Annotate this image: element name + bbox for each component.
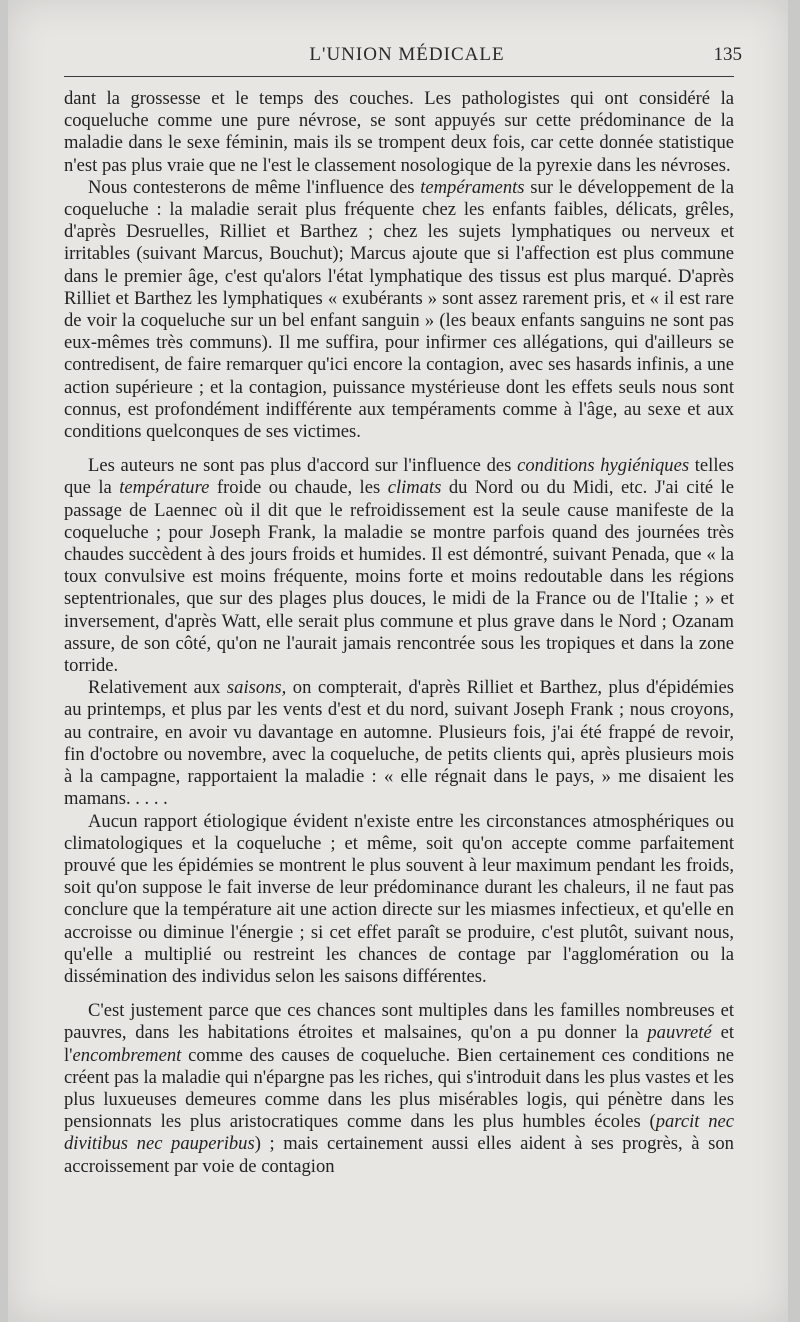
paragraph-6-text-c: et l' (64, 1022, 734, 1066)
paragraph-6-text-g: ) ; mais certainement aussi elles aident à ses progrès, à son accroissement par voie de contagion (64, 1133, 734, 1177)
italic-pauvrete: pauvreté (647, 1022, 712, 1044)
paragraph-1 (64, 88, 734, 177)
paragraph-3-text-c: telles que la (64, 455, 734, 499)
paragraph-3-text-g: du Nord ou du Midi, etc. J'ai cité le passage de Laennec où il dit que le refroidissement est la seule cause manifeste de la coqueluche ; pour Joseph Frank, la maladie se montre parfois quand des journées très chaudes succèdent à des jours froids et humides. Il est démontré, suivant Penada, que « la toux convulsive est moins fréquente, moins forte et moins redoutable dans les régions septentrionales, que sur des plages plus douces, le midi de la France ou de l'Italie ; » et inversement, d'après Watt, elle serait plus commune et plus grave dans le Nord ; Ozanam assure, de son côté, qu'on ne l'aurait jamais rencontrée sous les tropiques et dans la zone torride. (64, 477, 734, 677)
paragraph-5 (64, 811, 734, 989)
paragraph-4 (64, 677, 734, 810)
paragraph-4-text-a: Relativement aux (88, 677, 227, 699)
italic-latin-quote: parcit nec divitibus nec pauperibus (64, 1111, 735, 1155)
italic-saisons: saisons, (226, 677, 287, 699)
paragraph-3-text-a: Les auteurs ne sont pas plus d'accord sur l'influence des (88, 455, 518, 477)
page-number: 135 (713, 44, 742, 65)
italic-temperature: température (119, 477, 210, 499)
running-title: L'UNION MÉDICALE (309, 44, 505, 65)
italic-climats: climats (387, 477, 442, 499)
paragraph-2-text-a: Nous contesterons de même l'influence des (88, 176, 421, 198)
italic-temperaments: tempéraments (420, 176, 525, 198)
paragraph-2-text-c: sur le développement de la coqueluche : la maladie serait plus fréquente chez les enfants faibles, délicats, grêles, d'après Desruelles, Rilliet et Barthez ; chez les sujets lymphatiques ou nerveux et irritables (suivant Marcus, Bouchut); Marcus ajoute que si l'affection est plus commune dans le premier âge, c'est qu'alors l'état lymphatique des tissus est plus marqué. D'après Rilliet et Barthez les lymphatiques « exubérants » sont assez rarement pris, et « il est rare de voir la coqueluche sur un bel enfant sanguin » (les beaux enfants sanguins ne sont pas eux-mêmes très communs). Il me suffira, pour infirmer ces allégations, qui d'ailleurs se contredisent, de faire remarquer qu'ici encore la contagion, avec ses hasards infinis, a une action supérieure ; et la contagion, puissance mystérieuse dont les effets seuls nous sont connus, est profondément indifférente aux tempéraments comme à l'âge, au sexe et aux conditions quelconques de ses victimes. (64, 176, 734, 443)
header-rule (64, 76, 734, 77)
paragraph-1-text: dant la grossesse et le temps des couches. Les pathologistes qui ont considéré la coqueluche comme une pure névrose, se sont appuyés sur cette prédominance de la maladie dans le sexe féminin, mais ils se trompent deux fois, car cette donnée statistique n'est pas plus vraie que ne l'est le classement nosologique de la pyrexie dans les névroses. (64, 88, 734, 176)
page-header (72, 44, 742, 70)
paragraph-6-text-e: comme des causes de coqueluche. Bien certainement ces conditions ne créent pas la maladie qui n'épargne pas les riches, qui s'introduit dans les plus vastes et les plus luxueuses demeures comme dans les plus misérables logis, qui pénètre dans les pensionnats les plus aristocratiques comme dans les plus humbles écoles ( (64, 1044, 734, 1133)
paragraph-3 (64, 455, 734, 677)
paragraph-4-text-c: on compterait, d'après Rilliet et Barthez, plus d'épidémies au printemps, et plus par les vents d'est et du nord, suivant Joseph Frank ; nous croyons, au contraire, en avoir vu davantage en automne. Plusieurs fois, j'ai été frappé de revoir, fin d'octobre ou novembre, avec la coqueluche, de petits clients qui, après plusieurs mois à la campagne, rapportaient la maladie : « elle régnait dans le pays, » me disaient les mamans. . . . . (64, 677, 734, 810)
paragraph-5-text: Aucun rapport étiologique évident n'existe entre les circonstances atmosphériques ou climatologiques et la coqueluche ; et même, soit qu'on accepte comme parfaitement prouvé que les épidémies se montrent le plus souvent à leur maximum pendant les froids, soit qu'on suppose le fait inverse de leur prédominance durant les chaleurs, il ne faut pas conclure que la température ait une action directe sur les miasmes infectieux, et qu'elle en accroisse ou diminue l'énergie ; si cet effet paraît se produire, c'est plutôt, suivant nous, qu'elle a multiplié ou restreint les chances de contage par l'agglomération ou la dissémination des individus selon les saisons différentes. (64, 810, 734, 987)
paragraph-6 (64, 1000, 734, 1178)
paragraph-2 (64, 177, 734, 443)
italic-encombrement: encombrement (72, 1044, 182, 1066)
italic-conditions-hygieniques: conditions hygiéniques (517, 455, 690, 477)
paragraph-6-text-a: C'est justement parce que ces chances sont multiples dans les familles nombreuses et pauvres, dans les habitations étroites et malsaines, qu'on a pu donner la (64, 1000, 734, 1044)
body-text (64, 88, 734, 1178)
paragraph-3-text-e: froide ou chaude, les (209, 477, 388, 499)
